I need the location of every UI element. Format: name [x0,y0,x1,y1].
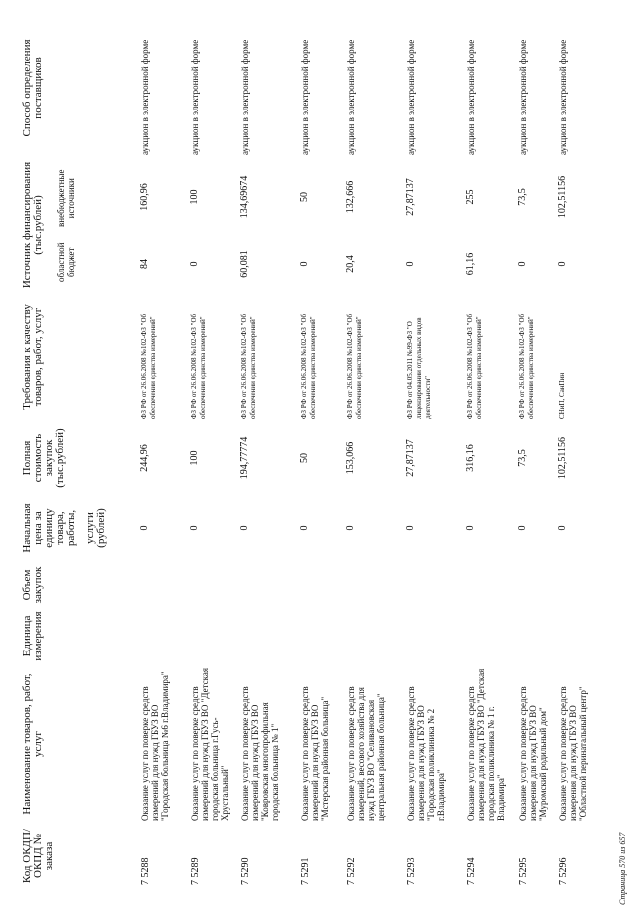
cell-volume [236,562,296,608]
header-requirements: Требования к качеству товаров, работ, услуг [21,304,44,410]
cell-name: Оказание услуг по поверке средств измерений для нужд ГБУЗ ВО "Мстерская районная больница" [300,686,330,821]
cell-volume [462,562,514,608]
cell-requirements: ФЗ РФ от 26.06.2008 №102-ФЗ "Об обеспечении единства измерений" [190,313,207,419]
cell-price: 0 [189,525,200,531]
header-method: Способ определения поставщиков [21,39,44,137]
page-footer: Страница 570 из 657 [618,832,627,905]
cell-method: аукцион в электронной форме [240,39,250,155]
procurement-table [18,18,600,888]
header-code: Код ОКДП/ ОКПД № заказа [21,828,55,884]
header-price [18,494,136,562]
table-row [342,18,402,888]
cell-price: 0 [465,525,476,531]
cell-fin-extrabudget: 50 [299,192,310,202]
table-body [136,18,600,888]
cell-total: 244,96 [139,444,150,472]
cell-requirements: ФЗ РФ от 26.06.2008 №102-ФЗ "Об обеспечении единства измерений" [300,313,317,419]
header-total: Полная стоимость закупок (тыс.рублей) [21,428,66,488]
cell-method: аукцион в электронной форме [466,39,476,155]
cell-requirements: ФЗ РФ от 04.05.2011 №99-ФЗ "О лицензировании отдельных видов деятельности" [406,317,432,419]
cell-total: 194,77774 [239,436,250,480]
cell-code: 7 5290 [240,857,251,885]
cell-unit [462,608,514,664]
cell-unit [296,608,342,664]
cell-fin-regional: 0 [557,261,568,267]
cell-method: аукцион в электронной форме [346,39,356,155]
cell-fin-regional: 0 [299,261,310,267]
header-unit: Единица измерения [21,611,44,661]
cell-code: 7 5296 [558,857,569,885]
header-fin-extrabudget: внебюджетные источники [56,169,76,227]
table-row [554,18,600,888]
cell-fin-regional: 84 [139,259,150,269]
cell-total: 100 [189,450,200,466]
cell-name: Оказание услуг по поверке средств измерений для нужд ГБУЗ ВО "Детская городская больница г.Гусь-Хрустальный" [190,668,230,821]
cell-name: Оказание услуг по поверке средств измерений для нужд ГБУЗ ВО "Ковровская многопрофильная городская больница № 1" [240,686,280,821]
table-row [136,18,186,888]
cell-unit [554,608,600,664]
cell-method: аукцион в электронной форме [300,39,310,155]
cell-fin-extrabudget: 27,87137 [405,178,416,216]
cell-requirements: ФЗ РФ от 26.06.2008 №102-ФЗ "Об обеспечении единства измерений" [346,313,363,419]
cell-code: 7 5295 [518,857,529,885]
table-header-row [18,18,136,888]
cell-requirements: СНиП, СанПин [558,372,566,419]
cell-fin-regional: 20,4 [345,255,356,273]
cell-method: аукцион в электронной форме [140,39,150,155]
cell-fin-regional: 0 [189,261,200,267]
cell-code: 7 5293 [406,857,417,885]
cell-price: 0 [345,525,356,531]
procurement-table-rotated [18,18,622,888]
cell-requirements: ФЗ РФ от 26.06.2008 №102-ФЗ "Об обеспечении единства измерений" [240,313,257,419]
cell-fin-regional: 61,16 [465,252,476,276]
cell-fin-extrabudget: 100 [189,189,200,205]
header-financing-title: Источник финансирования (тыс.рублей) [21,161,44,289]
cell-name: Оказание услуг по поверке средств измерений для нужд ГБУЗ ВО "Городская больница №6 г.Владимира" [140,671,170,821]
cell-total: 102,51156 [557,436,568,480]
cell-fin-regional: 60,081 [239,250,250,278]
cell-name: Оказание услуг по поверке средств измерения для нужд ГБУЗ ВО "Детская городская поликлиника № 1 г. Владимира" [466,668,506,821]
cell-fin-extrabudget: 134,69674 [239,175,250,219]
table-row [402,18,462,888]
cell-unit [514,608,554,664]
cell-price: 0 [299,525,310,531]
cell-code: 7 5294 [466,857,477,885]
table-row [186,18,236,888]
cell-fin-extrabudget: 160,96 [139,183,150,211]
table-row [514,18,554,888]
table-row [296,18,342,888]
header-price-sub: услуги (рублей) [84,508,107,548]
cell-code: 7 5291 [300,857,311,885]
cell-volume [186,562,236,608]
cell-volume [296,562,342,608]
cell-code: 7 5292 [346,857,357,885]
cell-code: 7 5289 [190,857,201,885]
cell-unit [186,608,236,664]
cell-fin-extrabudget: 255 [465,189,476,205]
table-row [462,18,514,888]
cell-fin-regional: 0 [517,261,528,267]
table-row [236,18,296,888]
cell-price: 0 [239,525,250,531]
cell-fin-extrabudget: 73,5 [517,188,528,206]
cell-total: 73,5 [517,449,528,467]
cell-name: Оказание услуг по поверке средств измерения для нужд ГБУЗ ВО "Городская поликлиника № 2 г.Владимира" [406,686,446,821]
cell-name: Оказание услуг по поверке средств измерений, весового хозяйства для нужд ГБУЗ ВО "Селивановская центральная районная больница" [346,686,386,821]
header-volume: Объем закупок [21,566,44,604]
cell-name: Оказание услуг по поверке средств измерения для нужд ГБУЗ ВО "Муромский родильный дом" [518,686,548,821]
cell-name: Оказание услуг по поверке средств измерения для нужд ГБУЗ ВО "Областной перинатальный центр" [558,686,588,821]
cell-price: 0 [139,525,150,531]
cell-volume [514,562,554,608]
cell-price: 0 [517,525,528,531]
cell-code: 7 5288 [140,857,151,885]
cell-fin-extrabudget: 102,51156 [557,175,568,219]
cell-method: аукцион в электронной форме [406,39,416,155]
cell-unit [342,608,402,664]
header-financing-subs [56,161,76,289]
cell-fin-extrabudget: 132,666 [345,180,356,214]
cell-requirements: ФЗ РФ от 26.06.2008 №102-ФЗ "Об обеспечении единства измерений" [518,313,535,419]
cell-total: 50 [299,453,310,463]
cell-method: аукцион в электронной форме [518,39,528,155]
cell-volume [342,562,402,608]
cell-method: аукцион в электронной форме [558,39,568,155]
header-fin-regional: областной бюджет [56,242,76,282]
cell-total: 153,066 [345,441,356,475]
header-name: Наименование товаров, работ, услуг [21,673,44,815]
cell-requirements: ФЗ РФ от 26.06.2008 №102-ФЗ "Об обеспечении единства измерений" [466,313,483,419]
cell-total: 27,87137 [405,439,416,477]
cell-unit [402,608,462,664]
cell-price: 0 [557,525,568,531]
cell-total: 316,16 [465,444,476,472]
cell-unit [236,608,296,664]
header-financing [18,158,136,292]
cell-price: 0 [405,525,416,531]
cell-method: аукцион в электронной форме [190,39,200,155]
cell-volume [402,562,462,608]
cell-unit [136,608,186,664]
cell-fin-regional: 0 [405,261,416,267]
header-price-main: Начальная цена за единицу товара, работы, [21,503,77,553]
cell-requirements: ФЗ РФ от 26.06.2008 №102-ФЗ "Об обеспечении единства измерений" [140,313,157,419]
cell-volume [136,562,186,608]
cell-volume [554,562,600,608]
